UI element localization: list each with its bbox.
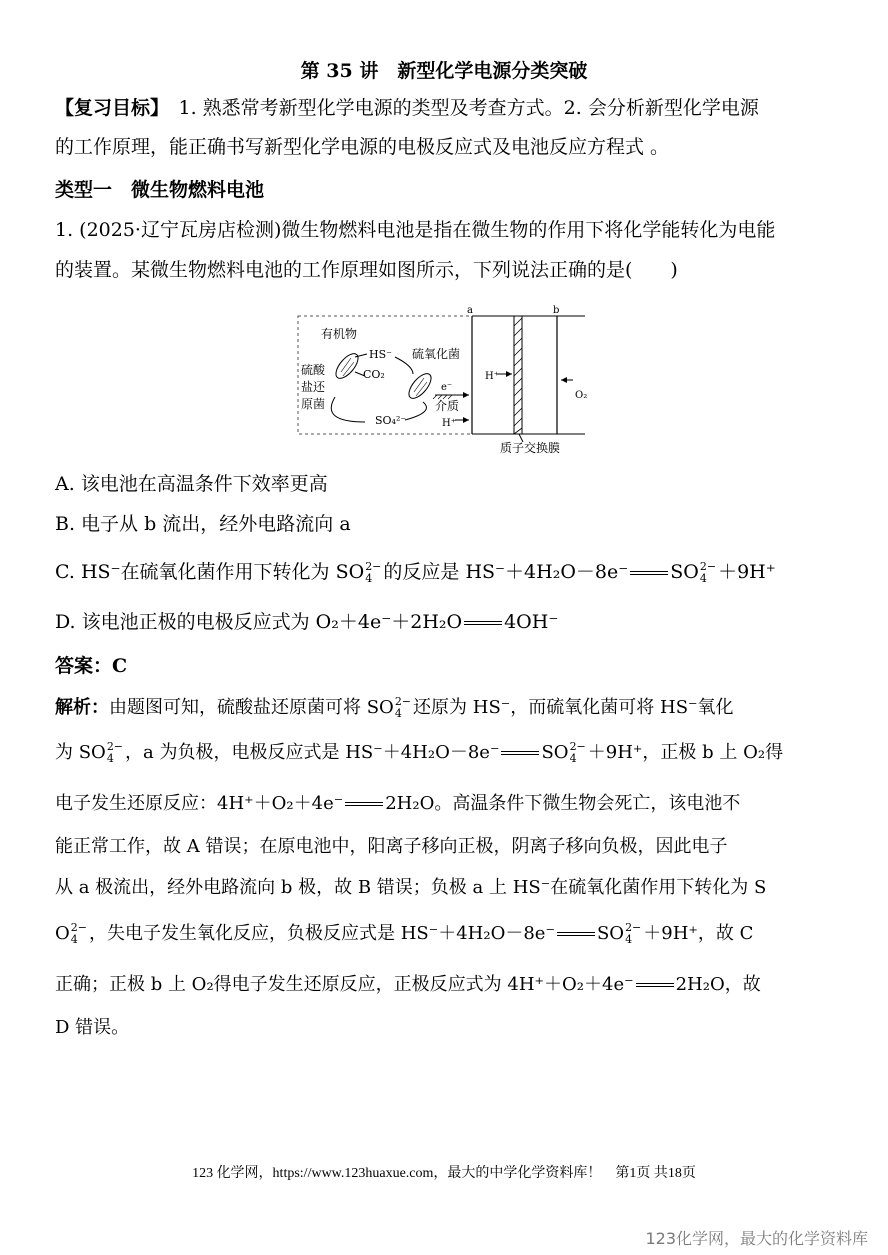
analysis-line-6: O 2− 4 ，失电子发生氧化反应，负极反应式是 HS⁻＋4H₂O－8e⁻ SO 2− 4 ＋9H⁺，故 C [55, 921, 754, 946]
equals-sign [464, 621, 502, 625]
equals-sign [630, 571, 668, 575]
label-a: a [467, 305, 473, 316]
watermark: 123化学网，最大的化学资料库 [645, 1229, 868, 1248]
section-heading: 类型一 微生物燃料电池 [55, 179, 265, 201]
review-line-2: 的工作原理，能正确书写新型化学电源的电极反应式及电池反应方程式 。 [55, 136, 670, 158]
review-text-1: 1. 熟悉常考新型化学电源的类型及考查方式。2. 会分析新型化学电源 [159, 97, 759, 119]
option-a: A. 该电池在高温条件下效率更高 [55, 473, 328, 495]
review-tag: 【复习目标】 [55, 97, 160, 119]
analysis-line-7: 正确；正极 b 上 O₂得电子发生还原反应，正极反应式为 4H⁺＋O₂＋4e⁻ 2H₂O，故 [55, 974, 761, 995]
answer-value: C [112, 655, 128, 677]
analysis-line-8: D 错误。 [55, 1017, 130, 1038]
question-line-2: 的装置。某微生物燃料电池的工作原理如图所示，下列说法正确的是( ) [55, 259, 678, 281]
label-o2: O₂ [575, 390, 588, 401]
label-h-plus-mid: H⁺ [485, 371, 499, 382]
analysis-line-2: 为 SO 2− 4 ，a 为负极，电极反应式是 HS⁻＋4H₂O－8e⁻ SO 2− 4 ＋9H⁺，正极 b 上 O₂得 [55, 740, 784, 765]
question-line-1: 1. (2025·辽宁瓦房店检测)微生物燃料电池是指在微生物的作用下将化学能转化为电能 [55, 219, 776, 241]
label-h-plus-left: H⁺ [442, 418, 456, 429]
sulfur-oxidizer-cell [405, 370, 435, 402]
label-co2: CO₂ [363, 368, 385, 381]
analysis-line-5: 从 a 极流出，经外电路流向 b 极，故 B 错误；负极 a 上 HS⁻在硫氧化菌作用下转化为 S [55, 877, 767, 898]
answer-line: 答案：C [55, 655, 128, 677]
label-electron: e⁻ [441, 382, 453, 393]
option-c: C. HS⁻在硫氧化菌作用下转化为 SO 2− 4 的反应是 HS⁻＋4H₂O－8e⁻ SO 2− 4 ＋9H⁺ [55, 560, 776, 585]
label-sulfate-3: 原菌 [301, 397, 326, 411]
label-membrane: 质子交换膜 [500, 441, 561, 455]
label-so4: SO₄²⁻ [375, 414, 407, 427]
sulfate-reducer-cell [332, 350, 362, 382]
label-organic: 有机物 [321, 327, 358, 341]
review-line-1 [55, 96, 759, 120]
analysis-line-3: 电子发生还原反应：4H⁺＋O₂＋4e⁻ 2H₂O。高温条件下微生物会死亡，该电池不 [55, 793, 741, 814]
option-b: B. 电子从 b 流出，经外电路流向 a [55, 513, 351, 535]
analysis-line-4: 能正常工作，故 A 错误；在原电池中，阳离子移向正极，阴离子移向负极，因此电子 [55, 836, 728, 857]
label-sulfur-oxidizer: 硫氧化菌 [412, 347, 461, 361]
label-sulfate-1: 硫酸 [301, 363, 326, 377]
page-title: 第 35 讲 新型化学电源分类突破 [300, 60, 588, 82]
label-b: b [553, 305, 560, 316]
label-hs: HS⁻ [369, 348, 392, 361]
option-d: D. 该电池正极的电极反应式为 O₂＋4e⁻＋2H₂O 4OH⁻ [55, 611, 559, 633]
analysis-line-1: 解析：由题图可知，硫酸盐还原菌可将 SO 2− 4 还原为 HS⁻，而硫氧化菌可将 HS⁻氧化 [55, 695, 734, 720]
label-sulfate-2: 盐还 [301, 380, 326, 394]
label-medium: 介质 [435, 399, 460, 413]
page-footer: 123 化学网，https://www.123huaxue.com，最大的中学化学资料库！ 第1页 共18页 [192, 1166, 696, 1181]
fuel-cell-diagram [295, 302, 595, 460]
